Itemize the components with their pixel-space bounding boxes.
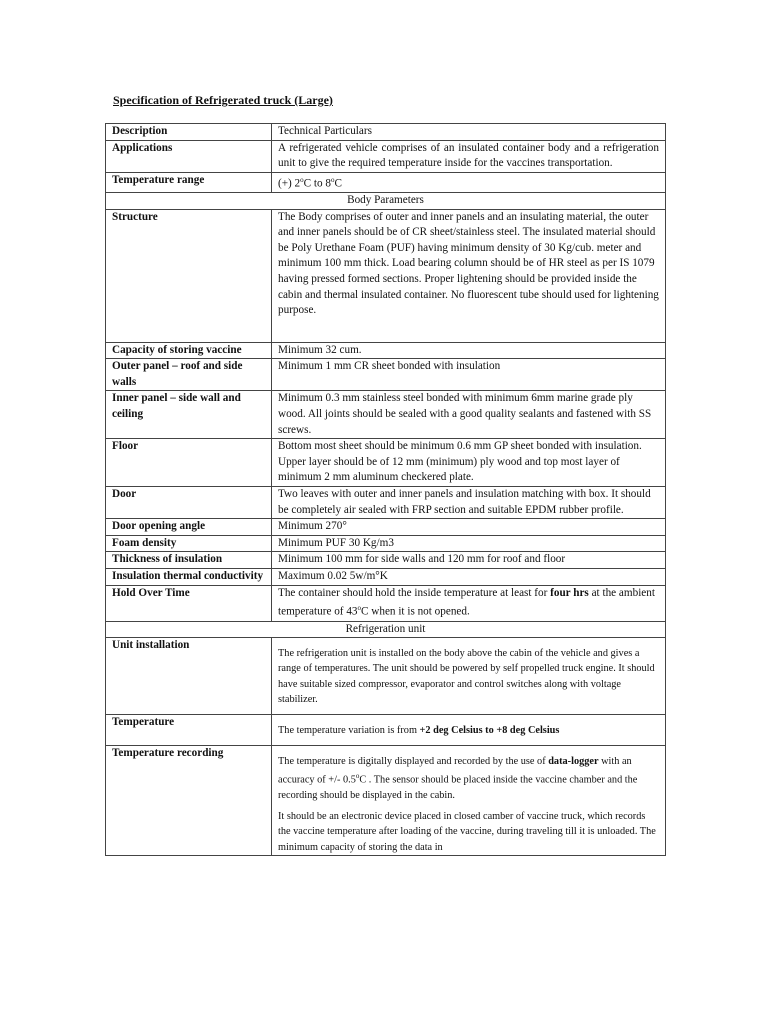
header-technical-particulars: Technical Particulars xyxy=(272,124,666,141)
row-value-inner-panel: Minimum 0.3 mm stainless steel bonded with minimum 6mm marine grade ply wood. All joints should be sealed with a good quality sealants and fastened with SS screws. xyxy=(272,391,666,439)
row-value-door: Two leaves with outer and inner panels and insulation matching with box. It should be completely air sealed with FRP section and suitable EPDM rubber profile. xyxy=(272,487,666,519)
table-row xyxy=(106,585,666,621)
row-label-temperature-recording: Temperature recording xyxy=(106,746,272,856)
recording-text-a: The temperature is digitally displayed and recorded by the use of xyxy=(278,756,549,768)
recording-text-b: with an accuracy of +/- 0.5 xyxy=(278,756,632,786)
temp-range-prefix: (+) 2 xyxy=(278,177,301,190)
hold-over-text-b: at the ambient temperature of 43 xyxy=(278,586,655,618)
table-header-row xyxy=(106,124,666,141)
degree-mark: o xyxy=(300,175,304,184)
row-label-floor: Floor xyxy=(106,439,272,487)
row-label-foam-density: Foam density xyxy=(106,535,272,552)
row-label-structure: Structure xyxy=(106,209,272,342)
row-value-unit-installation: The refrigeration unit is installed on the body above the cabin of the vehicle and gives a range of temperatures. The unit should be powered by self propelled truck engine. It should have suitable sized compressor, evaporator and control switches along with voltage stabilizer. xyxy=(272,638,666,715)
hold-over-text-c: C when it is not opened. xyxy=(361,605,470,618)
table-row xyxy=(106,569,666,586)
row-value-applications: A refrigerated vehicle comprises of an insulated container body and a refrigeration unit to give the required temperature inside for the vaccines transportation. xyxy=(272,140,666,172)
row-value-temperature-range xyxy=(272,172,666,192)
table-row xyxy=(106,209,666,342)
section-refrigeration-unit: Refrigeration unit xyxy=(106,621,666,638)
degree-mark: o xyxy=(357,604,362,613)
temp-range-end: C xyxy=(334,177,342,190)
degree-mark: o xyxy=(355,772,360,781)
table-row xyxy=(106,359,666,391)
section-row xyxy=(106,193,666,210)
row-label-hold-over-time: Hold Over Time xyxy=(106,585,272,621)
table-row xyxy=(106,487,666,519)
degree-mark: o xyxy=(331,175,335,184)
row-label-applications: Applications xyxy=(106,140,272,172)
row-label-thermal-conductivity: Insulation thermal conductivity xyxy=(106,569,272,586)
row-value-outer-panel: Minimum 1 mm CR sheet bonded with insulation xyxy=(272,359,666,391)
header-description: Description xyxy=(106,124,272,141)
table-row xyxy=(106,519,666,536)
table-row xyxy=(106,746,666,856)
row-label-outer-panel: Outer panel – roof and side walls xyxy=(106,359,272,391)
row-value-temperature xyxy=(272,715,666,746)
row-value-floor: Bottom most sheet should be minimum 0.6 mm GP sheet bonded with insulation. Upper layer should be of 12 mm (minimum) ply wood and top most layer of minimum 2 mm aluminum checkered plate. xyxy=(272,439,666,487)
temp-range-mid: C to 8 xyxy=(303,177,332,190)
recording-text-c: C . The sensor should be placed inside the vaccine chamber and the recording should be displayed in the cabin. xyxy=(278,774,638,801)
row-value-temperature-recording xyxy=(272,746,666,856)
table-row xyxy=(106,439,666,487)
table-row xyxy=(106,140,666,172)
table-row xyxy=(106,715,666,746)
row-label-temperature: Temperature xyxy=(106,715,272,746)
section-row xyxy=(106,621,666,638)
row-label-capacity: Capacity of storing vaccine xyxy=(106,342,272,359)
row-value-door-angle: Minimum 270° xyxy=(272,519,666,536)
row-label-unit-installation: Unit installation xyxy=(106,638,272,715)
row-label-insulation-thickness: Thickness of insulation xyxy=(106,552,272,569)
recording-bold: data-logger xyxy=(548,756,599,768)
row-label-temperature-range: Temperature range xyxy=(106,172,272,192)
temperature-text: The temperature variation is from xyxy=(278,725,420,737)
table-row xyxy=(106,552,666,569)
recording-paragraph-2: It should be an electronic device placed in closed camber of vaccine truck, which records the vaccine temperature after loading of the vaccine, during traveling till it is unloaded. The minimum capacity of storing the data in xyxy=(278,811,656,853)
row-value-structure: The Body comprises of outer and inner panels and an insulating material, the outer and inner panels should be of CR sheet/stainless steel. The insulated material should be Poly Urethane Foam (PUF) having minimum density of 30 Kg/cub. meter and minimum 100 mm thick. Load bearing column should be of HR steel as per IS 1079 having pressed formed sections. Proper lightening should be provided inside the cabin and thermal insulated container. No fluorescent tube should used for lightening purpose. xyxy=(272,209,666,342)
row-value-insulation-thickness: Minimum 100 mm for side walls and 120 mm for roof and floor xyxy=(272,552,666,569)
row-value-foam-density: Minimum PUF 30 Kg/m3 xyxy=(272,535,666,552)
row-label-door-angle: Door opening angle xyxy=(106,519,272,536)
document-title: Specification of Refrigerated truck (Large) xyxy=(113,93,333,107)
row-value-thermal-conductivity: Maximum 0.02 5w/m°K xyxy=(272,569,666,586)
row-value-capacity: Minimum 32 cum. xyxy=(272,342,666,359)
row-label-door: Door xyxy=(106,487,272,519)
table-row xyxy=(106,535,666,552)
row-label-inner-panel: Inner panel – side wall and ceiling xyxy=(106,391,272,439)
row-value-hold-over-time xyxy=(272,585,666,621)
table-row xyxy=(106,638,666,715)
specification-table xyxy=(105,123,666,856)
hold-over-bold: four hrs xyxy=(550,586,589,599)
hold-over-text-a: The container should hold the inside temperature at least for xyxy=(278,586,551,599)
table-row xyxy=(106,391,666,439)
table-row xyxy=(106,172,666,192)
section-body-parameters: Body Parameters xyxy=(106,193,666,210)
table-row xyxy=(106,342,666,359)
temperature-bold: +2 deg Celsius to +8 deg Celsius xyxy=(419,725,560,737)
